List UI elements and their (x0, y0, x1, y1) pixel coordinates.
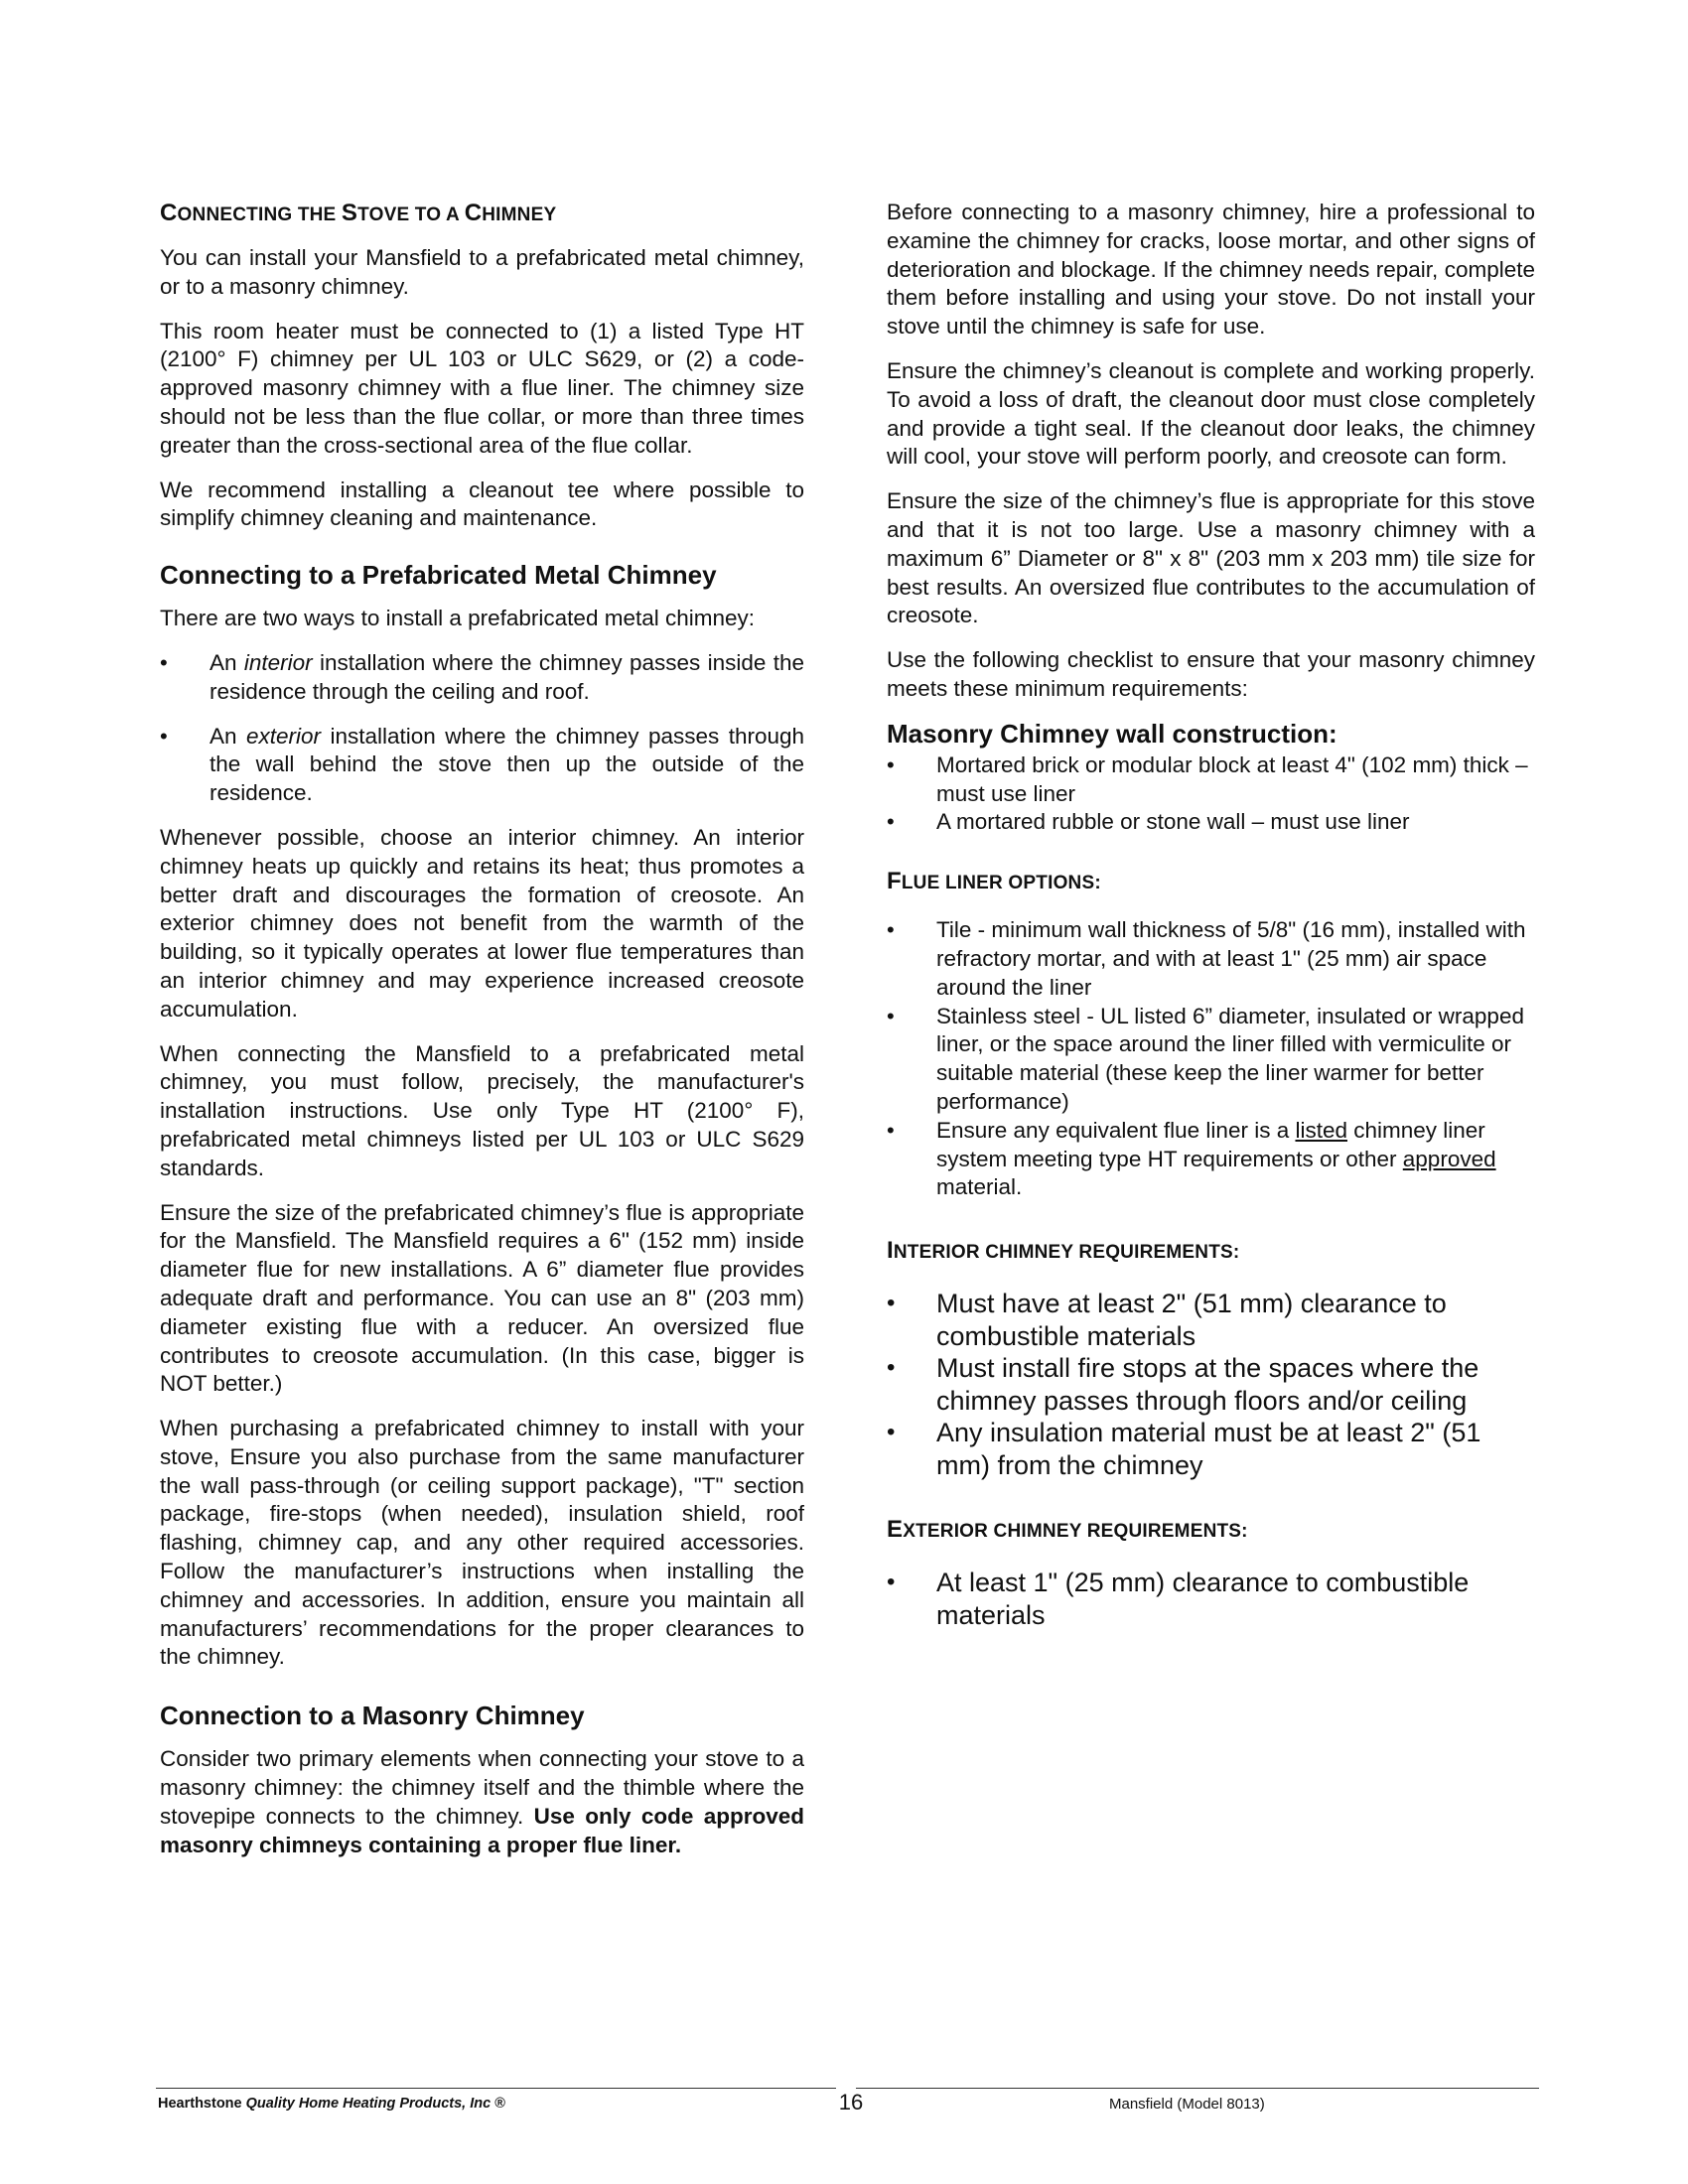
paragraph: When purchasing a prefabricated chimney to install with your stove, Ensure you also purchase from the same manufacturer the wall pass-through (or ceiling support package), "T" section package, fire-stops (when needed), insulation shield, roof flashing, chimney cap, and any other required accessories. Follow the manufacturer’s instructions when installing the chimney and accessories. In addition, ensure you maintain all manufacturers’ recommendations for the proper clearances to the chimney. (160, 1416, 804, 1670)
subheading-wall-construction: Masonry Chimney wall construction: (887, 718, 1337, 749)
list-item: • Tile - minimum wall thickness of 5/8" (16 mm), installed with refractory mortar, and with at least 1" (25 mm) air space around the liner (887, 916, 1535, 1002)
footer-company: Hearthstone Quality Home Heating Products, Inc ® (158, 2096, 505, 2112)
install-type-list (160, 649, 804, 808)
list-item: • An interior installation where the chimney passes inside the residence through the ceiling and roof. (160, 649, 804, 707)
list-item: • At least 1" (25 mm) clearance to combustible materials (887, 1567, 1535, 1631)
exterior-requirements-list (887, 1567, 1535, 1631)
footer-rule-left (156, 2088, 836, 2089)
list-item: • Any insulation material must be at least 2" (51 mm) from the chimney (887, 1417, 1535, 1481)
subheading-prefabricated: Connecting to a Prefabricated Metal Chimney (160, 560, 717, 591)
paragraph: This room heater must be connected to (1) a listed Type HT (2100° F) chimney per UL 103 or ULC S629, or (2) a code-approved masonry chimney with a flue liner. The chimney size should not be less than the flue collar, or more than three times greater than the cross-sectional area of the flue collar. (160, 318, 804, 458)
paragraph: Before connecting to a masonry chimney, hire a professional to examine the chimney for cracks, loose mortar, and other signs of deterioration and blockage. If the chimney needs repair, complete them before installing and using your stove. Do not install your stove until the chimney is safe for use. (887, 200, 1535, 340)
paragraph: There are two ways to install a prefabricated metal chimney: (160, 606, 756, 631)
footer-rule-right (856, 2088, 1539, 2089)
subheading-masonry: Connection to a Masonry Chimney (160, 1701, 585, 1731)
footer-model: Mansfield (Model 8013) (1109, 2096, 1265, 2113)
paragraph: We recommend installing a cleanout tee where possible to simplify chimney cleaning and maintenance. (160, 477, 804, 531)
left-column (160, 199, 804, 1875)
right-column (887, 199, 1535, 1647)
paragraph: Ensure the chimney’s cleanout is complete and working properly. To avoid a loss of draft, the cleanout door must close completely and provide a tight seal. If the cleanout door leaks, the chimney will cool, your stove will perform poorly, and creosote can form. (887, 357, 1535, 470)
list-item: • Stainless steel - UL listed 6” diameter, insulated or wrapped liner, or the space around the liner filled with vermiculite or suitable material (these keep the liner warmer for better performance) (887, 1003, 1535, 1117)
list-item: • A mortared rubble or stone wall – must use liner (887, 808, 1535, 837)
section-heading-connecting-stove: CONNECTING THE STOVE TO A CHIMNEY (160, 200, 557, 226)
section-heading-interior: INTERIOR CHIMNEY REQUIREMENTS: (887, 1237, 1240, 1265)
paragraph: When connecting the Mansfield to a prefabricated metal chimney, you must follow, precisely, the manufacturer's installation instructions. Use only Type HT (2100° F), prefabricated metal chimneys listed per UL 103 or ULC S629 standards. (160, 1040, 804, 1180)
section-heading-flue-liner: FLUE LINER OPTIONS: (887, 868, 1101, 895)
paragraph: Consider two primary elements when connecting your stove to a masonry chimney: the chimney itself and the thimble where the stovepipe connects to the chimney. Use only code approved masonry chimneys containing a proper flue liner. (160, 1746, 804, 1857)
section-heading-exterior: EXTERIOR CHIMNEY REQUIREMENTS: (887, 1516, 1248, 1544)
paragraph: Ensure the size of the chimney’s flue is appropriate for this stove and that it is not too large. Use a masonry chimney with a maximum 6” Diameter or 8" x 8" (203 mm x 203 mm) tile size for best results. An oversized flue contributes to the accumulation of creosote. (887, 488, 1535, 628)
page-number: 16 (838, 2090, 864, 2115)
paragraph: Ensure the size of the prefabricated chimney’s flue is appropriate for the Mansfield. The Mansfield requires a 6" (152 mm) inside diameter flue for new installations. A 6” diameter flue provides adequate draft and performance. You can use an 8" (203 mm) diameter existing flue with a reducer. An oversized flue contributes to creosote accumulation. (In this case, bigger is NOT better.) (160, 1199, 804, 1397)
paragraph: Whenever possible, choose an interior chimney. An interior chimney heats up quickly and retains its heat; thus promotes a better draft and discourages the formation of creosote. An exterior chimney does not benefit from the warmth of the building, so it typically operates at lower flue temperatures than an interior chimney and may experience increased creosote accumulation. (160, 824, 804, 1022)
list-item: • Must have at least 2" (51 mm) clearance to combustible materials (887, 1288, 1535, 1352)
flue-liner-list (887, 916, 1535, 1202)
list-item: • Must install fire stops at the spaces where the chimney passes through floors and/or ceiling (887, 1352, 1535, 1417)
list-item: • An exterior installation where the chimney passes through the wall behind the stove then up the outside of the residence. (160, 723, 804, 808)
wall-construction-list (887, 751, 1535, 837)
page-footer (156, 2088, 1539, 2117)
list-item: • Mortared brick or modular block at least 4" (102 mm) thick – must use liner (887, 751, 1535, 809)
paragraph: Use the following checklist to ensure that your masonry chimney meets these minimum requirements: (887, 647, 1535, 701)
interior-requirements-list (887, 1288, 1535, 1481)
list-item: • Ensure any equivalent flue liner is a listed chimney liner system meeting type HT requirements or other approved material. (887, 1117, 1535, 1202)
paragraph: You can install your Mansfield to a prefabricated metal chimney, or to a masonry chimney. (160, 245, 804, 299)
